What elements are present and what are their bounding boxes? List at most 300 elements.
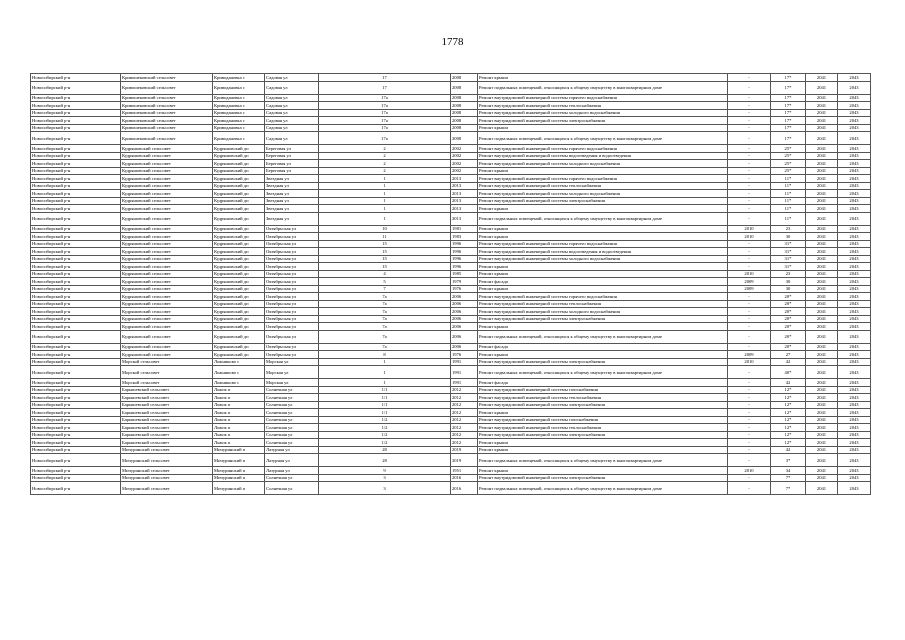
district-cell: Новосибирский р-н [31,394,121,402]
table-row [31,94,871,102]
wear-value-cell: 7* [771,474,806,482]
plan-end-year-cell: 2043 [838,351,871,359]
street-cell: Береговая ул [265,167,319,175]
last-repair-year-cell: - [728,482,771,495]
settlement-cell: Кривошековский сельсовет [121,132,213,145]
year-built-cell: 1991 [451,379,478,387]
house-number-cell: 1/1 [319,386,451,394]
district-cell: Новосибирский р-н [31,197,121,205]
settlement-cell: Кудряшовский сельсовет [121,212,213,225]
table-row [31,167,871,175]
plan-start-year-cell: 2041 [806,323,838,331]
table-row [31,270,871,278]
table-row [31,102,871,110]
plan-start-year-cell: 2041 [806,474,838,482]
street-cell: Садовая ул [265,74,319,82]
house-number-cell: 15 [319,248,451,256]
settlement-cell: Кривошековский сельсовет [121,81,213,94]
wear-value-cell: 11* [771,175,806,183]
wear-value-cell: 17* [771,74,806,82]
plan-end-year-cell: 2043 [838,152,871,160]
year-built-cell: 2012 [451,416,478,424]
locality-cell: Ложок п [213,386,265,394]
work-type-cell: Ремонт внутридомовой инженерной системы электроснабжения [478,197,728,205]
settlement-cell: Кудряшовский сельсовет [121,278,213,286]
year-built-cell: 1996 [451,255,478,263]
year-built-cell: 2002 [451,145,478,153]
street-cell: Солнечная ул [265,401,319,409]
wear-value-cell: 17* [771,124,806,132]
locality-cell: Кудряшовский дп [213,145,265,153]
street-cell: Октябрьская ул [265,278,319,286]
plan-end-year-cell: 2043 [838,175,871,183]
street-cell: Октябрьская ул [265,293,319,301]
settlement-cell: Кудряшовский сельсовет [121,323,213,331]
street-cell: Октябрьская ул [265,270,319,278]
wear-value-cell: 27 [771,351,806,359]
wear-value-cell: 7* [771,482,806,495]
locality-cell: Мичуринский п [213,454,265,467]
plan-start-year-cell: 2041 [806,482,838,495]
table-row [31,366,871,379]
work-type-cell: Ремонт внутридомовой инженерной системы холодного водоснабжения [478,308,728,316]
plan-end-year-cell: 2043 [838,117,871,125]
settlement-cell: Кудряшовский сельсовет [121,182,213,190]
street-cell: Береговая ул [265,160,319,168]
table-row [31,308,871,316]
year-built-cell: 2019 [451,454,478,467]
last-repair-year-cell: - [728,240,771,248]
settlement-cell: Барышевский сельсовет [121,394,213,402]
district-cell: Новосибирский р-н [31,160,121,168]
plan-end-year-cell: 2043 [838,225,871,233]
district-cell: Новосибирский р-н [31,401,121,409]
plan-start-year-cell: 2041 [806,167,838,175]
locality-cell: Ложок п [213,401,265,409]
last-repair-year-cell: - [728,366,771,379]
wear-value-cell: 12* [771,394,806,402]
plan-end-year-cell: 2043 [838,94,871,102]
year-built-cell: 2013 [451,205,478,213]
plan-end-year-cell: 2043 [838,205,871,213]
street-cell: Садовая ул [265,124,319,132]
plan-start-year-cell: 2041 [806,145,838,153]
work-type-cell: Ремонт крыши [478,323,728,331]
settlement-cell: Мичуринский сельсовет [121,474,213,482]
wear-value-cell: 12* [771,416,806,424]
settlement-cell: Кудряшовский сельсовет [121,270,213,278]
street-cell: Солнечная ул [265,409,319,417]
plan-end-year-cell: 2043 [838,109,871,117]
year-built-cell: 2012 [451,409,478,417]
settlement-cell: Кривошековский сельсовет [121,109,213,117]
table-row [31,248,871,256]
house-number-cell: 1 [319,197,451,205]
table-row [31,205,871,213]
plan-end-year-cell: 2043 [838,132,871,145]
locality-cell: Ложок п [213,416,265,424]
locality-cell: Кудряшовский дп [213,182,265,190]
wear-value-cell: 12* [771,439,806,447]
house-number-cell: 1/2 [319,439,451,447]
plan-start-year-cell: 2041 [806,308,838,316]
settlement-cell: Кривошековский сельсовет [121,74,213,82]
wear-value-cell: 12* [771,424,806,432]
locality-cell: Кудряшовский дп [213,175,265,183]
year-built-cell: 1996 [451,240,478,248]
plan-start-year-cell: 2041 [806,190,838,198]
plan-start-year-cell: 2041 [806,152,838,160]
year-built-cell: 2012 [451,431,478,439]
last-repair-year-cell: - [728,330,771,343]
district-cell: Новосибирский р-н [31,323,121,331]
table-row [31,124,871,132]
wear-value-cell: 20* [771,300,806,308]
year-built-cell: 2012 [451,439,478,447]
wear-value-cell: 30 [771,285,806,293]
settlement-cell: Барышевский сельсовет [121,431,213,439]
plan-start-year-cell: 2041 [806,248,838,256]
street-cell: Береговая ул [265,145,319,153]
capital-repair-table [30,73,871,495]
table-row [31,351,871,359]
table-row [31,81,871,94]
settlement-cell: Кудряшовский сельсовет [121,175,213,183]
plan-start-year-cell: 2041 [806,160,838,168]
plan-start-year-cell: 2041 [806,330,838,343]
work-type-cell: Ремонт подвальных помещений, относящихся к общему имуществу в многоквартирном доме [478,212,728,225]
wear-value-cell: 11* [771,182,806,190]
house-number-cell: 7а [319,323,451,331]
house-number-cell: 1 [319,212,451,225]
table-row [31,132,871,145]
locality-cell: Ложниково с [213,358,265,366]
street-cell: Октябрьская ул [265,225,319,233]
wear-value-cell: 12* [771,386,806,394]
street-cell: Садовая ул [265,117,319,125]
settlement-cell: Морской сельсовет [121,358,213,366]
street-cell: Октябрьская ул [265,308,319,316]
locality-cell: Кудряшовский дп [213,330,265,343]
plan-end-year-cell: 2043 [838,343,871,351]
work-type-cell: Ремонт подвальных помещений, относящихся к общему имуществу в многоквартирном доме [478,366,728,379]
house-number-cell: 1/2 [319,424,451,432]
district-cell: Новосибирский р-н [31,409,121,417]
last-repair-year-cell: 2009 [728,285,771,293]
table-row [31,117,871,125]
settlement-cell: Кривошековский сельсовет [121,117,213,125]
wear-value-cell: 25* [771,167,806,175]
wear-value-cell: 20* [771,343,806,351]
table-row [31,225,871,233]
plan-end-year-cell: 2043 [838,315,871,323]
settlement-cell: Кудряшовский сельсовет [121,263,213,271]
work-type-cell: Ремонт внутридомовой инженерной системы электроснабжения [478,117,728,125]
district-cell: Новосибирский р-н [31,366,121,379]
district-cell: Новосибирский р-н [31,212,121,225]
work-type-cell: Ремонт внутридомовой инженерной системы теплоснабжения [478,300,728,308]
work-type-cell: Ремонт внутридомовой инженерной системы горячего водоснабжения [478,175,728,183]
locality-cell: Кудряшовский дп [213,240,265,248]
wear-value-cell: 17* [771,109,806,117]
house-number-cell: 9 [319,467,451,475]
plan-end-year-cell: 2043 [838,366,871,379]
table-row [31,293,871,301]
street-cell: Лазурная ул [265,467,319,475]
work-type-cell: Ремонт подвальных помещений, относящихся к общему имуществу в многоквартирном доме [478,81,728,94]
plan-start-year-cell: 2041 [806,94,838,102]
district-cell: Новосибирский р-н [31,474,121,482]
last-repair-year-cell: - [728,386,771,394]
plan-end-year-cell: 2043 [838,467,871,475]
plan-start-year-cell: 2041 [806,117,838,125]
last-repair-year-cell: - [728,94,771,102]
plan-end-year-cell: 2043 [838,416,871,424]
locality-cell: Криводановка с [213,132,265,145]
plan-end-year-cell: 2043 [838,74,871,82]
table-row [31,416,871,424]
street-cell: Звездная ул [265,190,319,198]
plan-start-year-cell: 2041 [806,351,838,359]
house-number-cell: 7а [319,308,451,316]
table-row [31,467,871,475]
settlement-cell: Кудряшовский сельсовет [121,330,213,343]
table-row [31,212,871,225]
wear-value-cell: 23 [771,225,806,233]
work-type-cell: Ремонт внутридомовой инженерной системы водоотведения и водоотведения [478,152,728,160]
district-cell: Новосибирский р-н [31,285,121,293]
house-number-cell: 1 [319,366,451,379]
house-number-cell: 5 [319,278,451,286]
table-row [31,358,871,366]
last-repair-year-cell: 2010 [728,358,771,366]
plan-end-year-cell: 2043 [838,285,871,293]
house-number-cell: 1/2 [319,431,451,439]
last-repair-year-cell: - [728,315,771,323]
house-number-cell: 17а [319,117,451,125]
district-cell: Новосибирский р-н [31,233,121,241]
plan-end-year-cell: 2043 [838,308,871,316]
locality-cell: Кудряшовский дп [213,190,265,198]
house-number-cell: 8 [319,351,451,359]
plan-start-year-cell: 2041 [806,109,838,117]
table-row [31,145,871,153]
plan-start-year-cell: 2041 [806,446,838,454]
work-type-cell: Ремонт внутридомовой инженерной системы горячего водоснабжения [478,240,728,248]
year-built-cell: 2002 [451,167,478,175]
settlement-cell: Кудряшовский сельсовет [121,240,213,248]
settlement-cell: Кудряшовский сельсовет [121,300,213,308]
house-number-cell: 1/1 [319,394,451,402]
wear-value-cell: 25* [771,152,806,160]
house-number-cell: 1/1 [319,409,451,417]
work-type-cell: Ремонт внутридомовой инженерной системы электроснабжения [478,474,728,482]
plan-end-year-cell: 2043 [838,431,871,439]
locality-cell: Кудряшовский дп [213,343,265,351]
locality-cell: Мичуринский п [213,446,265,454]
table-row [31,439,871,447]
year-built-cell: 2002 [451,152,478,160]
street-cell: Октябрьская ул [265,263,319,271]
year-built-cell: 2006 [451,315,478,323]
street-cell: Солнечная ул [265,431,319,439]
plan-start-year-cell: 2041 [806,278,838,286]
street-cell: Звездная ул [265,212,319,225]
settlement-cell: Кудряшовский сельсовет [121,145,213,153]
street-cell: Солнечная ул [265,474,319,482]
year-built-cell: 1985 [451,270,478,278]
work-type-cell: Ремонт внутридомовой инженерной системы водоотведения и водоотведения [478,248,728,256]
street-cell: Октябрьская ул [265,315,319,323]
table-row [31,240,871,248]
year-built-cell: 2016 [451,474,478,482]
last-repair-year-cell: - [728,300,771,308]
wear-value-cell: 25* [771,160,806,168]
year-built-cell: 2008 [451,132,478,145]
wear-value-cell: 31* [771,255,806,263]
table-row [31,379,871,387]
district-cell: Новосибирский р-н [31,330,121,343]
settlement-cell: Барышевский сельсовет [121,401,213,409]
house-number-cell: 28 [319,454,451,467]
locality-cell: Криводановка с [213,74,265,82]
year-built-cell: 2013 [451,197,478,205]
district-cell: Новосибирский р-н [31,190,121,198]
plan-end-year-cell: 2043 [838,323,871,331]
house-number-cell: 17 [319,81,451,94]
house-number-cell: 7а [319,293,451,301]
work-type-cell: Ремонт внутридомовой инженерной системы холодного водоснабжения [478,255,728,263]
plan-end-year-cell: 2043 [838,255,871,263]
table-row [31,300,871,308]
plan-start-year-cell: 2041 [806,255,838,263]
settlement-cell: Кудряшовский сельсовет [121,308,213,316]
district-cell: Новосибирский р-н [31,145,121,153]
settlement-cell: Морской сельсовет [121,379,213,387]
plan-end-year-cell: 2043 [838,197,871,205]
plan-end-year-cell: 2043 [838,145,871,153]
year-built-cell: 1976 [451,351,478,359]
work-type-cell: Ремонт крыши [478,285,728,293]
table-row [31,394,871,402]
house-number-cell: 2 [319,167,451,175]
year-built-cell: 2019 [451,446,478,454]
street-cell: Садовая ул [265,109,319,117]
work-type-cell: Ремонт внутридомовой инженерной системы горячего водоснабжения [478,145,728,153]
locality-cell: Кудряшовский дп [213,212,265,225]
table-row [31,197,871,205]
locality-cell: Ложок п [213,409,265,417]
street-cell: Садовая ул [265,81,319,94]
plan-start-year-cell: 2041 [806,102,838,110]
district-cell: Новосибирский р-н [31,351,121,359]
house-number-cell: 7а [319,343,451,351]
locality-cell: Ложок п [213,424,265,432]
district-cell: Новосибирский р-н [31,386,121,394]
settlement-cell: Кудряшовский сельсовет [121,167,213,175]
table-row [31,446,871,454]
wear-value-cell: 31* [771,263,806,271]
table-row [31,255,871,263]
district-cell: Новосибирский р-н [31,270,121,278]
work-type-cell: Ремонт крыши [478,270,728,278]
work-type-cell: Ремонт крыши [478,409,728,417]
table-row [31,330,871,343]
district-cell: Новосибирский р-н [31,240,121,248]
locality-cell: Кудряшовский дп [213,160,265,168]
plan-end-year-cell: 2043 [838,233,871,241]
settlement-cell: Кудряшовский сельсовет [121,315,213,323]
year-built-cell: 2013 [451,182,478,190]
house-number-cell: 10 [319,225,451,233]
wear-value-cell: 17* [771,102,806,110]
settlement-cell: Барышевский сельсовет [121,424,213,432]
wear-value-cell: 30 [771,278,806,286]
work-type-cell: Ремонт фасада [478,278,728,286]
plan-end-year-cell: 2043 [838,263,871,271]
last-repair-year-cell: - [728,212,771,225]
table-row [31,482,871,495]
street-cell: Октябрьская ул [265,330,319,343]
house-number-cell: 1/2 [319,416,451,424]
plan-end-year-cell: 2043 [838,474,871,482]
year-built-cell: 1991 [451,358,478,366]
year-built-cell: 2013 [451,175,478,183]
year-built-cell: 2006 [451,330,478,343]
house-number-cell: 3 [319,482,451,495]
table-row [31,278,871,286]
district-cell: Новосибирский р-н [31,278,121,286]
street-cell: Октябрьская ул [265,351,319,359]
table-row [31,285,871,293]
district-cell: Новосибирский р-н [31,293,121,301]
last-repair-year-cell: - [728,394,771,402]
wear-value-cell: 17* [771,132,806,145]
house-number-cell: 3 [319,474,451,482]
street-cell: Октябрьская ул [265,323,319,331]
street-cell: Звездная ул [265,197,319,205]
plan-end-year-cell: 2043 [838,160,871,168]
locality-cell: Кудряшовский дп [213,278,265,286]
plan-end-year-cell: 2043 [838,212,871,225]
street-cell: Солнечная ул [265,424,319,432]
district-cell: Новосибирский р-н [31,343,121,351]
work-type-cell: Ремонт внутридомовой инженерной системы теплоснабжения [478,394,728,402]
work-type-cell: Ремонт внутридомовой инженерной системы электроснабжения [478,315,728,323]
plan-end-year-cell: 2043 [838,358,871,366]
district-cell: Новосибирский р-н [31,424,121,432]
district-cell: Новосибирский р-н [31,439,121,447]
district-cell: Новосибирский р-н [31,300,121,308]
work-type-cell: Ремонт внутридомовой инженерной системы газоснабжения [478,386,728,394]
last-repair-year-cell: - [728,167,771,175]
locality-cell: Ложок п [213,431,265,439]
locality-cell: Ложок п [213,439,265,447]
plan-start-year-cell: 2041 [806,205,838,213]
settlement-cell: Кудряшовский сельсовет [121,190,213,198]
plan-start-year-cell: 2041 [806,300,838,308]
work-type-cell: Ремонт фасада [478,379,728,387]
wear-value-cell: 12* [771,401,806,409]
year-built-cell: 2008 [451,124,478,132]
plan-end-year-cell: 2043 [838,424,871,432]
house-number-cell: 1 [319,190,451,198]
plan-end-year-cell: 2043 [838,124,871,132]
street-cell: Лазурная ул [265,446,319,454]
settlement-cell: Барышевский сельсовет [121,386,213,394]
year-built-cell: 2006 [451,323,478,331]
house-number-cell: 28 [319,446,451,454]
